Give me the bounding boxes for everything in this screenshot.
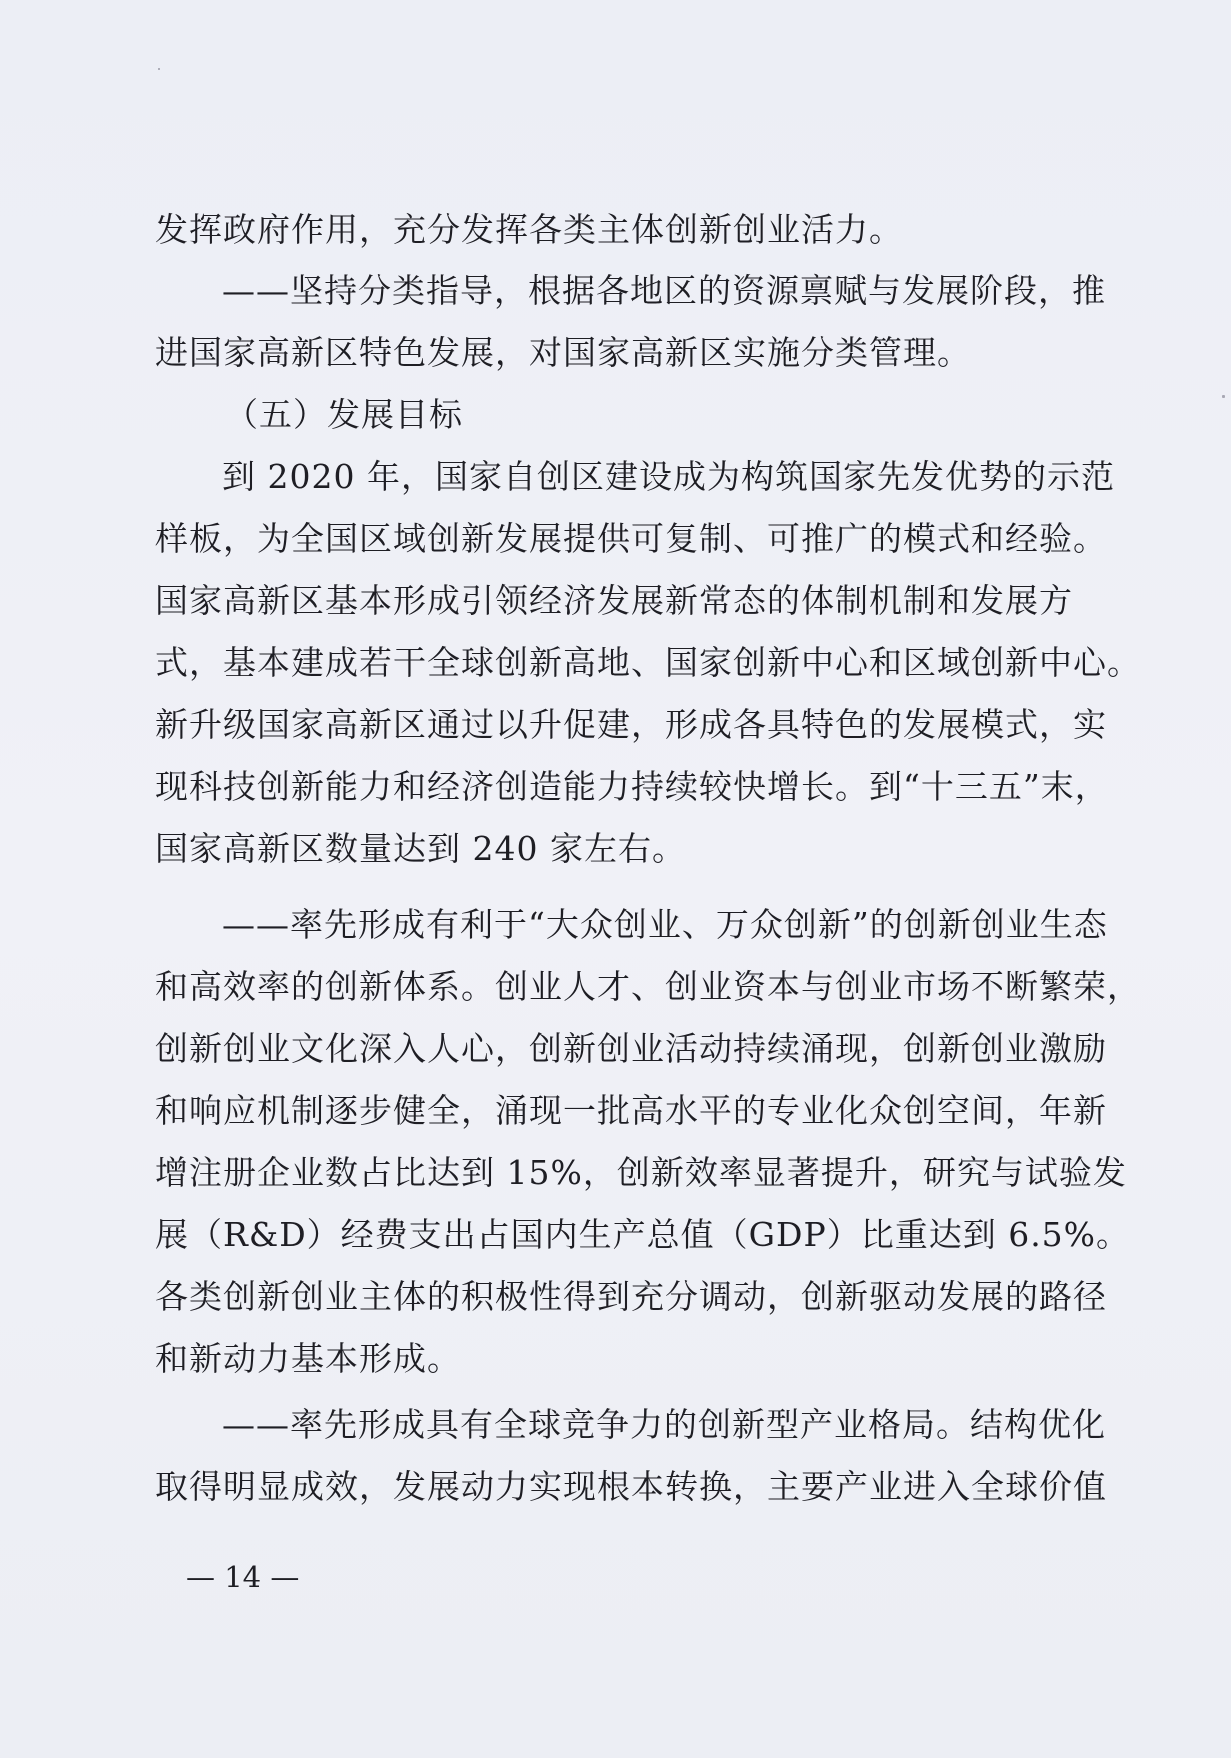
text-line: 到 2020 年，国家自创区建设成为构筑国家先发优势的示范 — [222, 457, 1115, 496]
text-line: 式，基本建成若干全球创新高地、国家创新中心和区域创新中心。 — [155, 643, 1141, 682]
text-line: 增注册企业数占比达到 15%，创新效率显著提升，研究与试验发 — [155, 1153, 1127, 1192]
text-line: 现科技创新能力和经济创造能力持续较快增长。到“十三五”末， — [155, 767, 1109, 806]
scan-speck — [158, 68, 160, 70]
text-line: 和响应机制逐步健全，涌现一批高水平的专业化众创空间，年新 — [155, 1091, 1107, 1130]
text-line: 国家高新区数量达到 240 家左右。 — [155, 829, 686, 868]
text-line: 发挥政府作用，充分发挥各类主体创新创业活力。 — [155, 210, 903, 249]
text-line: 各类创新创业主体的积极性得到充分调动，创新驱动发展的路径 — [155, 1277, 1107, 1316]
text-line: ——坚持分类指导，根据各地区的资源禀赋与发展阶段，推 — [222, 271, 1106, 310]
text-line: 和新动力基本形成。 — [155, 1339, 461, 1378]
section-heading: （五）发展目标 — [225, 395, 463, 434]
text-line: 创新创业文化深入人心，创新创业活动持续涌现，创新创业激励 — [155, 1029, 1107, 1068]
text-line: 新升级国家高新区通过以升促建，形成各具特色的发展模式，实 — [155, 705, 1107, 744]
scan-speck — [1222, 395, 1225, 398]
text-line: 取得明显成效，发展动力实现根本转换，主要产业进入全球价值 — [155, 1467, 1107, 1506]
text-line: 和高效率的创新体系。创业人才、创业资本与创业市场不断繁荣， — [155, 967, 1141, 1006]
text-line: 进国家高新区特色发展，对国家高新区实施分类管理。 — [155, 333, 971, 372]
text-line: 展（R&D）经费支出占国内生产总值（GDP）比重达到 6.5%。 — [155, 1215, 1131, 1254]
text-line: 样板，为全国区域创新发展提供可复制、可推广的模式和经验。 — [155, 519, 1107, 558]
text-line: ——率先形成有利于“大众创业、万众创新”的创新创业生态 — [222, 905, 1108, 944]
text-line: ——率先形成具有全球竞争力的创新型产业格局。结构优化 — [222, 1405, 1106, 1444]
page-number: — 14 — — [186, 1560, 300, 1594]
text-line: 国家高新区基本形成引领经济发展新常态的体制机制和发展方 — [155, 581, 1073, 620]
